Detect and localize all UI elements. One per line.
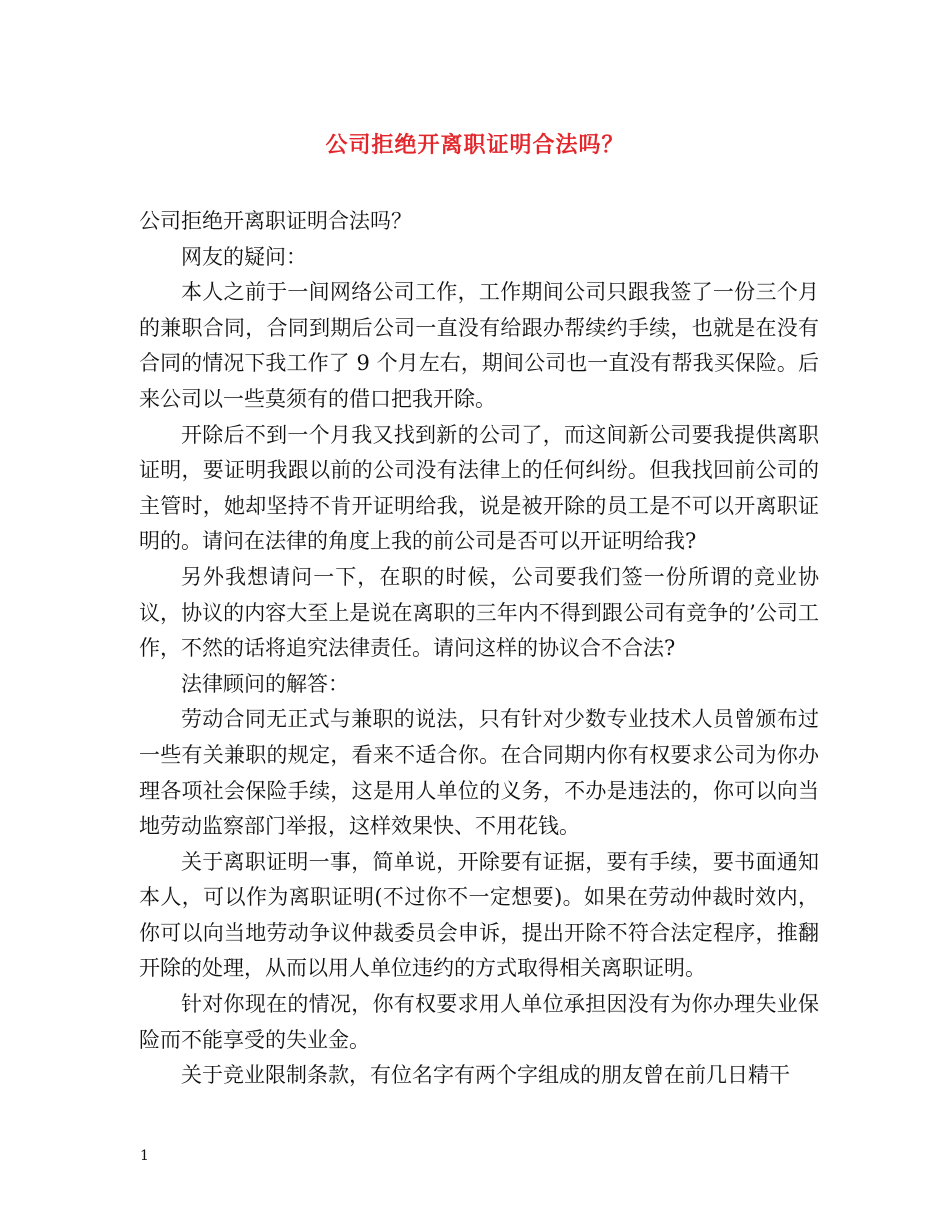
document-body [139, 204, 819, 1094]
paragraph-background: 本人之前于一间网络公司工作，工作期间公司只跟我签了一份三个月的兼职合同，合同到期后公司一直没有给跟办帮续约手续，也就是在没有合同的情况下我工作了 9 个月左右，期间公司也一直没有帮我买保险。后来公司以一些莫须有的借口把我开除。 [139, 280, 819, 411]
paragraph-non-compete-answer: 关于竞业限制条款，有位名字有两个字组成的朋友曾在前几日精干 [181, 1063, 790, 1088]
paragraph-contract-answer: 劳动合同无正式与兼职的说法，只有针对少数专业技术人员曾颁布过一些有关兼职的规定，看来不适合你。在合同期内你有权要求公司为你办理各项社会保险手续，这是用人单位的义务，不办是违法的，你可以向当地劳动监察部门举报，这样效果快、不用花钱。 [139, 707, 819, 839]
document-title: 公司拒绝开离职证明合法吗？ [325, 132, 625, 158]
page-number: 1 [140, 1148, 149, 1164]
paragraph-user-question-label: 网友的疑问： [181, 244, 307, 269]
paragraph-certificate-answer: 关于离职证明一事，简单说，开除要有证据，要有手续，要书面通知本人，可以作为离职证明(不过你不一定想要)。如果在劳动仲裁时效内，你可以向当地劳动争议仲裁委员会申诉，提出开除不符合法定程序，推翻开除的处理，从而以用人单位违约的方式取得相关离职证明。 [139, 849, 819, 981]
paragraph-unemployment-answer: 针对你现在的情况，你有权要求用人单位承担因没有为你办理失业保险而不能享受的失业金。 [139, 992, 819, 1052]
paragraph-legal-answer-label: 法律顾问的解答： [181, 671, 349, 696]
paragraph-non-compete-question: 另外我想请问一下，在职的时候，公司要我们签一份所谓的竞业协议，协议的内容大至上是说在离职的三年内不得到跟公司有竞争的’公司工作，不然的话将追究法律责任。请问这样的协议合不合法? [139, 564, 819, 661]
paragraph-question-heading: 公司拒绝开离职证明合法吗？ [139, 209, 412, 233]
paragraph-certificate-request: 开除后不到一个月我又找到新的公司了，而这间新公司要我提供离职证明，要证明我跟以前的公司没有法律上的任何纠纷。但我找回前公司的主管时，她却坚持不肯开证明给我，说是被开除的员工是不可以开离职证明的。请问在法律的角度上我的前公司是否可以开证明给我? [139, 422, 819, 554]
